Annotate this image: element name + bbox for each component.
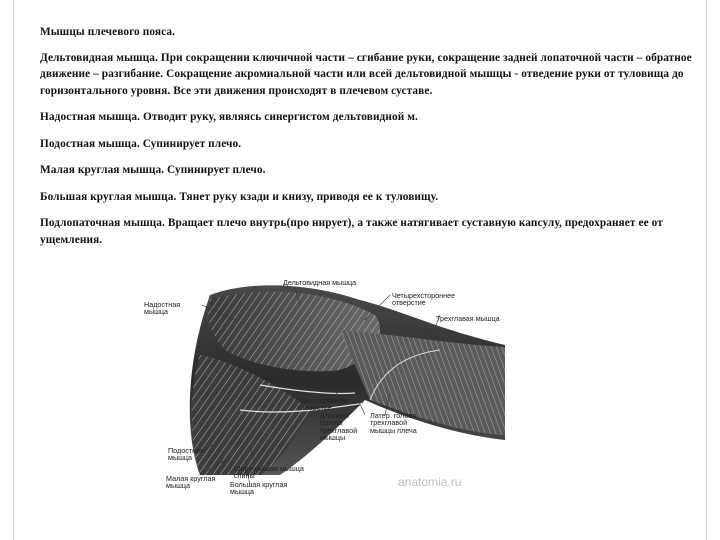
label-quadrangular-foramen: Четырехстороннее отверстие (392, 291, 456, 308)
right-border-line (706, 0, 707, 540)
label-infraspinatus: Подостная мышца (168, 446, 204, 463)
slide-text (40, 24, 700, 248)
label-triangular-foramen: Трехстороннее отверстие (298, 396, 349, 413)
anatomy-drawing (140, 275, 510, 495)
paragraph-teres-minor: Малая круглая мышца. Супинирует плечо. (40, 164, 266, 176)
label-supraspinatus: Надостная мышца (144, 300, 181, 317)
label-triceps: Трехглавая мышца (436, 314, 500, 323)
left-border-line (13, 0, 14, 540)
label-deltoid: Дельтовидная мышца (283, 278, 357, 287)
paragraph-deltoid: Дельтовидная мышца. При сокращении ключичной части – сгибание руки, сокращение задней лопаточной части – обратное движение – разгибание. Сокращение акромиальной части или всей дельтовидной мышцы - отведение руки от туловища до горизонтального уровня. Все эти движения происходят в плечевом суставе. (40, 51, 692, 97)
slide-title: Мышцы плечевого пояса. (40, 26, 176, 38)
label-lateral-head-triceps: Латер. голова трехглавой мышцы плеча (370, 411, 417, 435)
paragraph-subscapularis: Подлопаточная мышца. Вращает плечо внутрь(про нирует), а также натягивает суставную капсулу, предохраняет ее от ущемления. (40, 217, 663, 246)
paragraph-supraspinatus: Надостная мышца. Отводит руку, являясь синергистом дельтовидной м. (40, 111, 418, 123)
paragraph-teres-major: Большая круглая мышца. Тянет руку кзади и книзу, приводя ее к туловищу. (40, 190, 439, 203)
label-long-head-triceps: Длинная голова трехглавой мышцы (320, 411, 358, 443)
paragraph-infraspinatus: Подостная мышца. Супинирует плечо. (40, 137, 242, 150)
label-teres-minor: Малая круглая мышца (166, 474, 216, 491)
shoulder-muscles-illustration (140, 275, 510, 495)
label-latissimus-dorsi: Широчайшая мышца спины (234, 464, 304, 481)
watermark: anatomia.ru (398, 475, 462, 489)
label-teres-major: Большая круглая мышца (230, 480, 288, 497)
